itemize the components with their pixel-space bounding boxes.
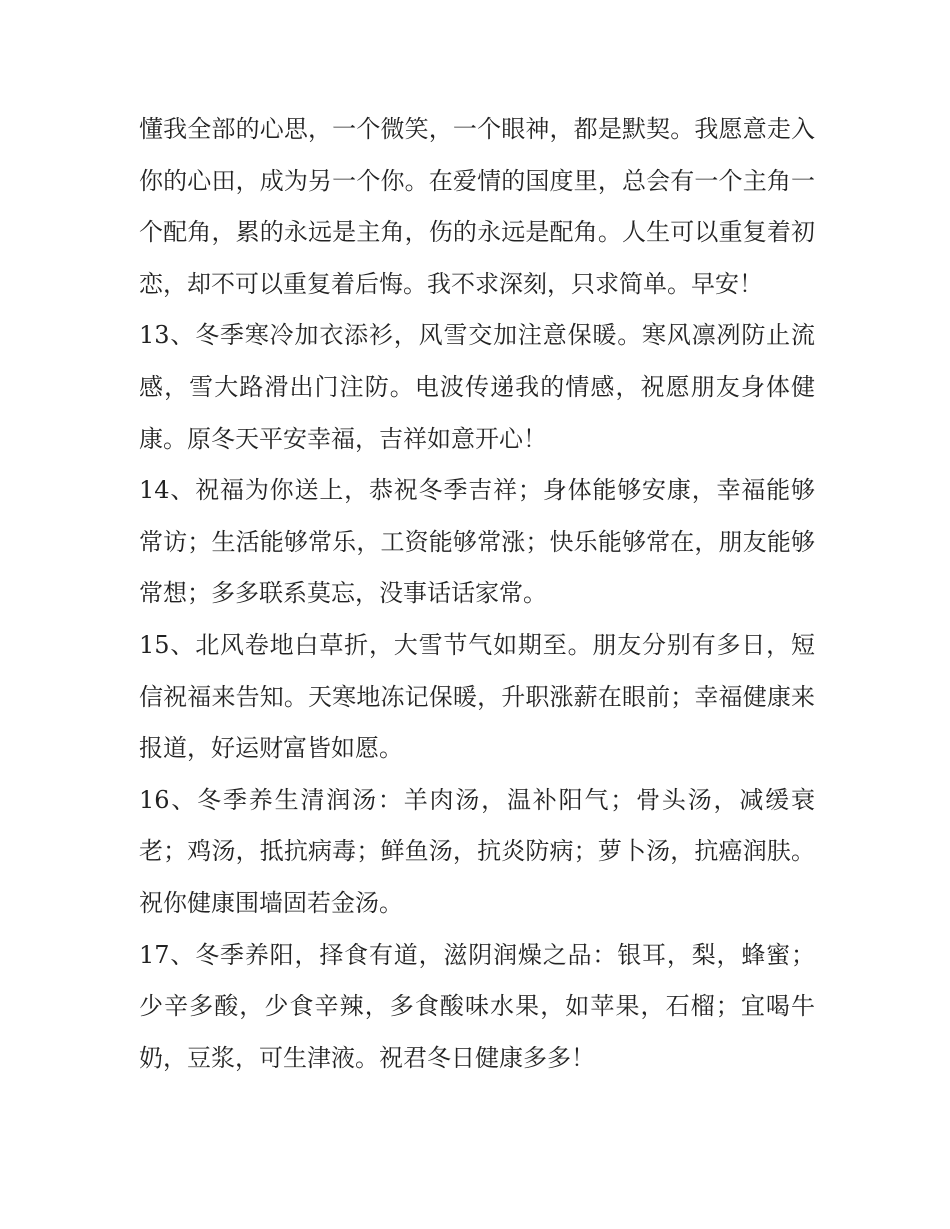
paragraph-16: 16、冬季养生清润汤：羊肉汤，温补阳气；骨头汤，减缓衰老；鸡汤，抵抗病毒；鲜鱼汤，抗炎防病；萝卜汤，抗癌润肤。祝你健康围墙固若金汤。 [139,785,815,917]
paragraph-continued: 懂我全部的心思，一个微笑，一个眼神，都是默契。我愿意走入你的心田，成为另一个你。在爱情的国度里，总会有一个主角一个配角，累的永远是主角，伤的永远是配角。人生可以重复着初恋，却不可以重复着后悔。我不求深刻，只求简单。早安！ [139,115,815,298]
paragraph-14: 14、祝福为你送上，恭祝冬季吉祥；身体能够安康，幸福能够常访；生活能够常乐，工资能够常涨；快乐能够常在，朋友能够常想；多多联系莫忘，没事话话家常。 [139,476,815,608]
paragraph-13: 13、冬季寒冷加衣添衫，风雪交加注意保暖。寒风凛冽防止流感，雪大路滑出门注防。电波传递我的情感，祝愿朋友身体健康。原冬天平安幸福，吉祥如意开心！ [139,321,815,453]
document-body [139,104,815,1084]
paragraph-15: 15、北风卷地白草折，大雪节气如期至。朋友分别有多日，短信祝福来告知。天寒地冻记保暖，升职涨薪在眼前；幸福健康来报道，好运财富皆如愿。 [139,630,815,763]
paragraph-17: 17、冬季养阳，择食有道，滋阴润燥之品：银耳，梨，蜂蜜；少辛多酸，少食辛辣，多食酸味水果，如苹果，石榴；宜喝牛奶，豆浆，可生津液。祝君冬日健康多多！ [139,940,815,1072]
